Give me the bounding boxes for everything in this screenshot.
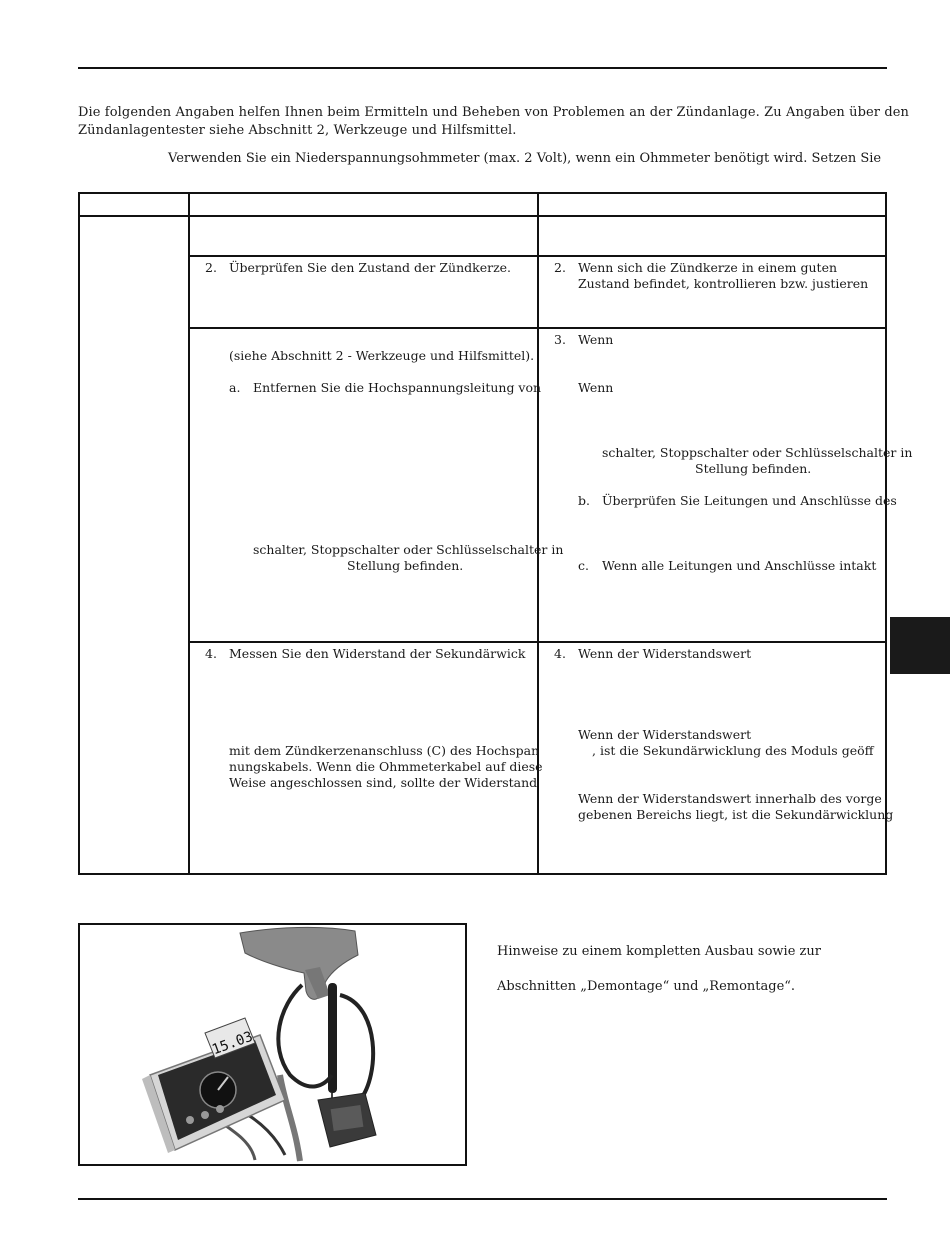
step-3-result-number: 3. <box>554 332 566 347</box>
row-divider-3 <box>188 641 887 643</box>
step-3-switch-line-1: schalter, Stoppschalter oder Schlüsselschalter in <box>253 542 564 557</box>
intro-note: Verwenden Sie ein Niederspannungsohmmeter (max. 2 Volt), wenn ein Ohmmeter benötigt wird. Setzen Sie <box>168 151 882 166</box>
step-3-switch-line-2: Stellung befinden. <box>347 558 464 573</box>
header-rule <box>78 67 887 69</box>
step-4-result-line-3: , ist die Sekundärwicklung des Moduls geöff <box>592 743 874 758</box>
multimeter-illustration <box>80 925 465 1164</box>
step-4-result-line-1: Wenn der Widerstandswert <box>578 646 752 661</box>
step-4-test-line-2: mit dem Zündkerzenanschluss (C) des Hochspan <box>229 743 540 758</box>
side-text-line-1: Hinweise zu einem kompletten Ausbau sowie zur <box>497 944 821 959</box>
step-3b-text: Überprüfen Sie Leitungen und Anschlüsse des <box>602 493 897 508</box>
table-header-divider <box>78 215 887 217</box>
section-tab-marker <box>890 617 950 674</box>
step-2-result-number: 2. <box>554 260 566 275</box>
table-border-left <box>78 192 80 875</box>
step-4-test-line-3: nungskabels. Wenn die Ohmmeterkabel auf diese <box>229 759 543 774</box>
step-3c-letter: c. <box>578 558 589 573</box>
row-divider-2 <box>188 327 887 329</box>
intro-line-1: Die folgenden Angaben helfen Ihnen beim Ermitteln und Beheben von Problemen an der Zündanlage. Zu Angaben über den <box>78 105 910 120</box>
step-3a-letter: a. <box>229 380 241 395</box>
step-2-result-line-2: Zustand befindet, kontrollieren bzw. justieren <box>578 276 869 291</box>
step-4-number: 4. <box>205 646 217 661</box>
meter-display-reading: 15.03 <box>209 1028 256 1059</box>
step-4-result-number: 4. <box>554 646 566 661</box>
table-border-top <box>78 192 887 194</box>
step-4-result-line-4: Wenn der Widerstandswert innerhalb des vorge <box>578 791 882 806</box>
step-2-test-text: Überprüfen Sie den Zustand der Zündkerze. <box>229 260 512 275</box>
row-divider-1 <box>188 255 887 257</box>
step-3-result-switch-line-1: schalter, Stoppschalter oder Schlüsselschalter in <box>602 445 913 460</box>
step-3-result-wenn-1: Wenn <box>578 332 614 347</box>
step-4-result-line-5: gebenen Bereichs liegt, ist die Sekundärwicklung <box>578 807 894 822</box>
step-3b-letter: b. <box>578 493 590 508</box>
side-text-line-2: Abschnitten „Demontage“ und „Remontage“. <box>497 979 796 994</box>
intro-line-2: Zündanlagentester siehe Abschnitt 2, Werkzeuge und Hilfsmittel. <box>78 123 517 138</box>
table-border-bottom <box>78 873 887 875</box>
step-4-test-line-1: Messen Sie den Widerstand der Sekundärwick <box>229 646 526 661</box>
multimeter-figure <box>78 923 467 1166</box>
footer-rule <box>78 1198 887 1200</box>
column-divider-1 <box>188 192 190 875</box>
step-3-reference: (siehe Abschnitt 2 - Werkzeuge und Hilfsmittel). <box>229 348 535 363</box>
table-border-right <box>885 192 887 875</box>
step-2-result-line-1: Wenn sich die Zündkerze in einem guten <box>578 260 838 275</box>
step-4-test-line-4: Weise angeschlossen sind, sollte der Widerstand <box>229 775 538 790</box>
step-3a-text: Entfernen Sie die Hochspannungsleitung von <box>253 380 542 395</box>
step-2-number: 2. <box>205 260 217 275</box>
step-3-result-switch-line-2: Stellung befinden. <box>695 461 812 476</box>
step-4-result-line-2: Wenn der Widerstandswert <box>578 727 752 742</box>
troubleshooting-table <box>78 192 913 875</box>
step-3c-text: Wenn alle Leitungen und Anschlüsse intakt <box>602 558 877 573</box>
step-3-result-wenn-2: Wenn <box>578 380 614 395</box>
